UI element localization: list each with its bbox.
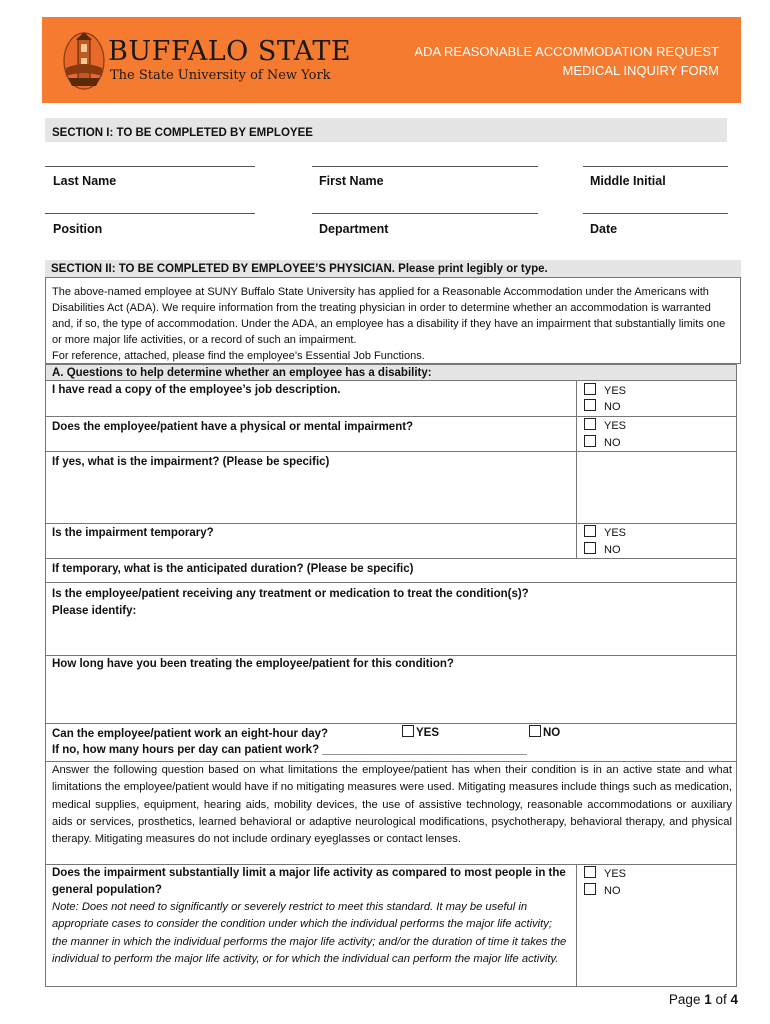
question-text: Can the employee/patient work an eight-hour day? [52,728,329,740]
form-title-line1: ADA REASONABLE ACCOMMODATION REQUEST [414,44,719,59]
yes-label: YES [604,868,627,880]
page-current: 1 [704,992,712,1007]
middle-initial-input-line[interactable] [583,166,728,167]
mitigating-measures-explanation [45,762,737,865]
no-option[interactable] [584,435,621,451]
question-text: Does the employee/patient have a physical or mental impairment? [52,421,414,433]
last-name-input-line[interactable] [45,166,255,167]
question-text: I have read a copy of the employee’s job description. [52,384,341,396]
checkbox-icon[interactable] [402,725,414,737]
question-text [52,586,529,620]
answer-cell [576,524,577,558]
question-row-impairment [45,417,737,452]
no-option[interactable] [584,883,621,899]
no-label: NO [604,437,621,449]
question-text: Is the impairment temporary? [52,527,214,539]
question-text: If yes, what is the impairment? (Please be specific) [52,456,330,468]
yes-label: YES [416,727,440,739]
question-row-duration[interactable] [45,559,737,583]
checkbox-icon[interactable] [584,866,596,878]
checkbox-icon[interactable] [584,435,596,447]
question-row-major-life-activity [45,865,737,987]
question-text: How long have you been treating the employee/patient for this condition? [52,658,454,670]
question-row-job-description [45,381,737,417]
logo-wordmark: BUFFALO STATE [108,36,352,67]
page-number [669,992,738,1007]
page-of: of [711,992,731,1007]
question-row-treatment[interactable] [45,583,737,656]
no-label: NO [604,885,621,897]
question-text-line2: Please identify: [52,605,137,617]
yes-label: YES [604,385,627,397]
first-name-label: First Name [319,174,384,188]
section2-heading: SECTION II: TO BE COMPLETED BY EMPLOYEE’S PHYSICIAN. Please print legibly or type. [45,260,741,278]
checkbox-icon[interactable] [584,418,596,430]
first-name-input-line[interactable] [312,166,538,167]
checkbox-icon[interactable] [584,525,596,537]
yes-label: YES [604,527,627,539]
checkbox-icon[interactable] [529,725,541,737]
answer-cell [576,865,577,986]
no-label: NO [604,544,621,556]
no-option[interactable] [584,399,621,415]
department-input-line[interactable] [312,213,538,214]
question-note: Note: Does not need to significantly or severely restrict to meet this standard. It may be useful in appropriate cases to consider the condition under which the individual performs the major life activity; the manner in which the individual performs the major life activity; and/or the duration of time it takes the individual to perform the major life activity, or for which the individual can perform the major life activity. [52,901,567,965]
question-text-line1: Is the employee/patient receiving any treatment or medication to treat the condition(s)? [52,588,529,600]
form-title-line2: MEDICAL INQUIRY FORM [562,63,719,78]
question-row-impairment-detail[interactable] [45,452,737,524]
yes-option[interactable] [584,418,626,434]
checkbox-icon[interactable] [584,383,596,395]
no-label: NO [543,727,561,739]
form-title [414,42,719,80]
essential-functions-reference: For reference, attached, please find the employee’s Essential Job Functions. [52,350,425,362]
header-banner [42,17,741,103]
tower-emblem-icon [62,30,106,92]
page-prefix: Page [668,992,705,1007]
eight-hour-no-option[interactable] [529,725,560,739]
hours-per-day-question[interactable]: If no, how many hours per day can patient work? ________________________________ [52,744,527,756]
no-option[interactable] [584,542,621,558]
no-label: NO [604,401,621,413]
middle-initial-label: Middle Initial [590,174,666,188]
checkbox-icon[interactable] [584,542,596,554]
question-row-eight-hour-day [45,724,737,762]
part-a-heading: A. Questions to help determine whether an employee has a disability: [45,364,737,381]
yes-option[interactable] [584,866,626,882]
date-input-line[interactable] [583,213,728,214]
position-input-line[interactable] [45,213,255,214]
answer-cell [576,452,577,523]
yes-option[interactable] [584,383,626,399]
position-label: Position [53,222,103,236]
date-label: Date [590,222,618,236]
section2-intro [52,284,732,364]
question-row-temporary [45,524,737,559]
yes-option[interactable] [584,525,626,541]
checkbox-icon[interactable] [584,399,596,411]
section1-heading: SECTION I: TO BE COMPLETED BY EMPLOYEE [45,118,727,142]
department-label: Department [319,222,389,236]
question-text: Does the impairment substantially limit a major life activity as compared to most people in the general population? [52,867,566,896]
logo-subtitle: The State University of New York [110,68,331,83]
checkbox-icon[interactable] [584,883,596,895]
answer-cell [576,381,577,416]
yes-label: YES [604,420,627,432]
question-row-treatment-length[interactable] [45,656,737,724]
intro-paragraph: The above-named employee at SUNY Buffalo State University has applied for a Reasonable Accommodation under the Americans with Disabilities Act (ADA). We require information from the treating physician in order to determine whether an accommodation is warranted and, if so, the type of accommodation. Under the ADA, an employee has a disability if they have an impairment that substantially limits one or more major life activities, or a record of such an impairment. [52,286,726,346]
explanation-text: Answer the following question based on what limitations the employee/patient has when their condition is in an active state and what limitations the employee/patient would have if no mitigating measures were used. Mitigating measures include things such as medication, medical supplies, equipment, hearing aids, mobility devices, the use of assistive technology, reasonable accommodations or auxiliary aids or services, prosthetics, learned behavioral or adaptive neurological modifications, psychotherapy, behavioral therapy, and physical therapy. Mitigating measures do not include ordinary eyeglasses or contact lenses. [52,764,732,846]
eight-hour-yes-option[interactable] [402,725,439,739]
page-total: 4 [730,992,738,1007]
buffalo-state-logo [62,30,352,92]
last-name-label: Last Name [53,174,117,188]
answer-cell [576,417,577,451]
question-text: If temporary, what is the anticipated duration? (Please be specific) [52,563,414,575]
